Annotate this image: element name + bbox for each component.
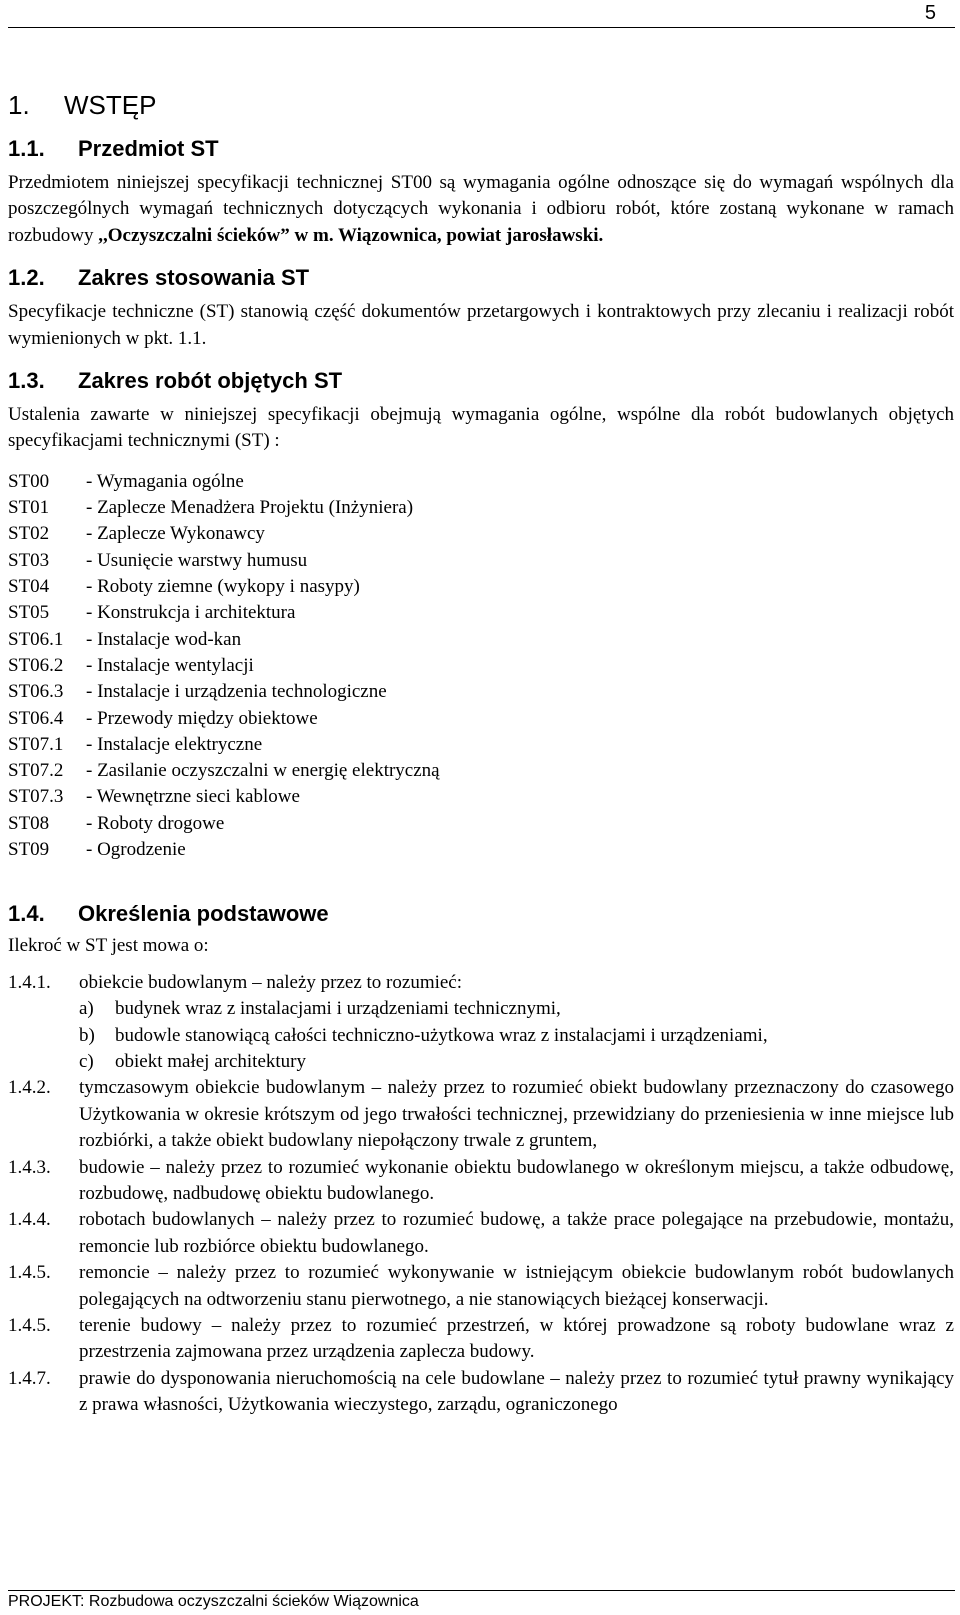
list-item [8,758,954,784]
list-item [8,627,954,653]
sublist-text: budowle stanowiącą całości techniczno-użytkowa wraz z instalacjami i urządzeniami, [115,1024,768,1046]
definition-text: tymczasowym obiekcie budowlanym – należy przez to rozumieć obiekt budowlany przeznaczony do czasowego Użytkowania w okresie krótszym od jego trwałości technicznej, przewidziany do przeniesienia w inne miejsce lub rozbiórki, a także obiekt budowlany niepołączony trwale z gruntem, [79,1077,954,1152]
st-desc: - Roboty drogowe [86,812,225,834]
heading-1-3 [8,366,954,396]
definition-number: 1.4.7. [8,1367,51,1389]
sublist-item [79,1023,954,1049]
st-desc: - Wewnętrzne sieci kablowe [86,786,300,808]
st-code: ST06.1 [8,628,64,650]
definition-text: robotach budowlanych – należy przez to rozumieć budowę, a także prace polegające na przebudowie, montażu, remoncie lub rozbiórce obiektu budowlanego. [79,1209,954,1257]
definition-1-4-6 [8,1313,954,1366]
heading-1-4 [8,899,954,929]
definition-sublist [8,996,954,1075]
st-desc: - Wymagania ogólne [86,470,244,492]
sublist-label: b) [79,1024,95,1046]
paragraph-1-1 [8,170,954,249]
st-code: ST07.1 [8,733,64,755]
definition-number: 1.4.5. [8,1314,51,1336]
definition-text: budowie – należy przez to rozumieć wykonanie obiektu budowlanego w określonym miejscu, a także odbudowę, rozbudowę, nadbudowę obiektu budowlanego. [79,1156,954,1204]
list-item [8,706,954,732]
st-list [8,469,954,863]
list-item [8,469,954,495]
list-item [8,574,954,600]
st-desc: - Konstrukcja i architektura [86,602,296,624]
list-item [8,732,954,758]
sublist-item [79,1049,954,1075]
document-body [8,86,954,1419]
definition-1-4-7 [8,1366,954,1419]
st-code: ST06.3 [8,681,64,703]
heading-title: Zakres stosowania ST [78,265,310,291]
st-desc: - Ogrodzenie [86,839,186,860]
definition-text: remoncie – należy przez to rozumieć wykonywanie w istniejącym obiekcie budowlanym robót budowlanych polegających na odtworzeniu stanu pierwotnego, a nie stanowiących bieżącej konserwacji. [79,1262,954,1310]
heading-number: 1.3. [8,368,45,394]
heading-title: Zakres robót objętych ST [78,368,343,394]
heading-title: Określenia podstawowe [78,901,329,927]
st-desc: - Zasilanie oczyszczalni w energię elektryczną [86,760,440,782]
st-code: ST09 [8,839,50,860]
st-desc: - Zaplecze Menadżera Projektu (Inżyniera) [86,497,414,519]
st-code: ST06.4 [8,707,64,729]
definition-1-4-3 [8,1155,954,1208]
heading-number: 1.2. [8,265,45,291]
sublist-text: obiekt małej architektury [115,1050,306,1072]
list-item [8,495,954,521]
list-item [8,521,954,547]
st-code: ST07.2 [8,760,64,782]
definition-number: 1.4.5. [8,1262,51,1284]
st-code: ST02 [8,523,50,545]
st-desc: - Roboty ziemne (wykopy i nasypy) [86,576,360,598]
list-item [8,679,954,705]
sublist-label: c) [79,1050,94,1072]
st-desc: - Zaplecze Wykonawcy [86,523,265,545]
st-code: ST00 [8,470,50,492]
list-item [8,548,954,574]
list-item [8,811,954,837]
st-code: ST07.3 [8,786,64,808]
definition-number: 1.4.1. [8,971,51,993]
st-desc: - Instalacje wentylacji [86,654,254,676]
definition-text: terenie budowy – należy przez to rozumieć przestrzeń, w której prowadzone są roboty budowlane wraz z przestrzenia zajmowana przez urządzenia zaplecza budowy. [79,1314,954,1363]
st-desc: - Przewody między obiektowe [86,707,318,729]
st-desc: - Instalacje elektryczne [86,733,263,755]
header-rule [8,27,955,28]
definition-text: prawie do dysponowania nieruchomością na cele budowlane – należy przez to rozumieć tytuł prawny wynikający z prawa własności, Użytkowania wieczystego, zarządu, ograniczonego [79,1367,954,1416]
section-heading-1 [8,86,954,124]
heading-number: 1.4. [8,901,45,927]
paragraph-1-2: Specyfikacje techniczne (ST) stanowią część dokumentów przetargowych i kontraktowych przy zlecaniu i realizacji robót wymienionych w pkt. 1.1. [8,301,954,349]
definition-1-4-2 [8,1075,954,1154]
paragraph-1-4-intro: Ilekroć w ST jest mowa o: [8,935,209,957]
heading-1-2 [8,263,954,293]
definition-number: 1.4.4. [8,1209,51,1231]
heading-number: 1.1. [8,136,45,161]
paragraph-bold-text: ,,Oczyszczalni ścieków” w m. Wiązownica, powiat jarosławski. [98,224,604,246]
definition-number: 1.4.3. [8,1156,51,1178]
paragraph-text: Przedmiotem niniejszej specyfikacji technicznej ST00 są wymagania ogólne odnoszące się do wymagań wspólnych dla poszczególnych wymagań technicznych dotyczących wykonania i odbioru robót, które zostaną wykonane w ramach rozbudowy [8,172,954,246]
st-code: ST01 [8,497,50,519]
st-code: ST06.2 [8,654,64,676]
list-item [8,653,954,679]
st-code: ST05 [8,602,50,624]
sublist-item [79,996,954,1022]
definition-number: 1.4.2. [8,1077,51,1099]
list-item [8,600,954,626]
sublist-text: budynek wraz z instalacjami i urządzeniami technicznymi, [115,998,561,1020]
footer-rule [8,1590,955,1591]
heading-1-1 [8,134,954,164]
footer-project: PROJEKT: Rozbudowa oczyszczalni ścieków Wiązownica [8,1593,419,1610]
heading-title: Przedmiot ST [78,136,219,161]
page-number: 5 [924,2,936,24]
st-code: ST08 [8,812,50,834]
paragraph-1-3: Ustalenia zawarte w niniejszej specyfikacji obejmują wymagania ogólne, wspólne dla robót budowlanych objętych specyfikacjami technicznymi (ST) : [8,404,954,452]
section-title: WSTĘP [64,90,157,120]
st-desc: - Usunięcie warstwy humusu [86,549,308,571]
st-code: ST03 [8,549,50,571]
sublist-label: a) [79,998,94,1020]
definition-1-4-4 [8,1207,954,1260]
section-number: 1. [8,90,30,120]
list-item [8,837,954,863]
definition-text: obiekcie budowlanym – należy przez to rozumieć: [79,971,463,993]
definition-1-4-5 [8,1260,954,1313]
list-item [8,784,954,810]
st-desc: - Instalacje i urządzenia technologiczne [86,681,387,703]
st-desc: - Instalacje wod-kan [86,628,242,650]
definition-1-4-1 [8,970,954,996]
st-code: ST04 [8,576,50,598]
